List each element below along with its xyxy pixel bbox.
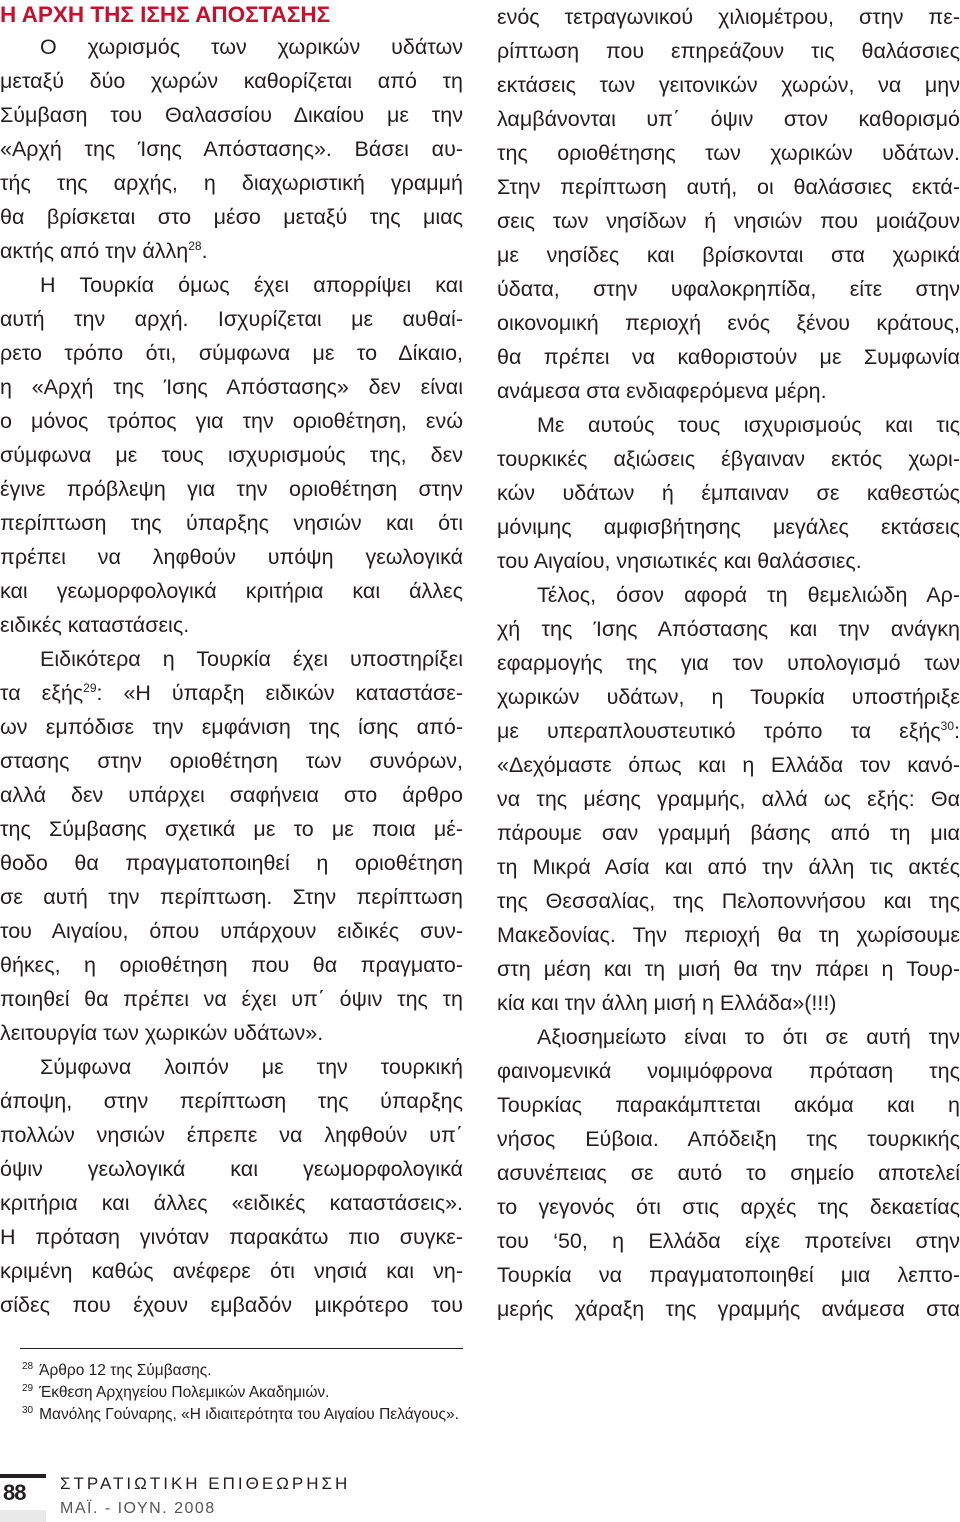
line-text: Τουρκία να πραγματοποιηθεί μια λεπτο- [497, 1263, 960, 1287]
line-text: της Θεσσαλίας, της Πελοποννήσου και της [497, 889, 960, 913]
line-text: ακτής από την άλλη [0, 239, 189, 263]
line-text: του ‘50, η Ελλάδα είχε προτείνει στην [497, 1229, 960, 1253]
line-text: σεις των νησίδων ή νησιών που μοιάζουν [497, 209, 960, 233]
line-text: τη Μικρά Ασία και από την άλλη τις ακτές [497, 855, 960, 879]
text-line [497, 1088, 960, 1122]
line-text: λειτουργία των χωρικών υδάτων». [0, 1021, 324, 1045]
text-line [497, 0, 960, 34]
line-text: να της μέσης γραμμής, αλλά ως εξής: Θα [497, 787, 960, 811]
text-line [0, 438, 463, 472]
line-text: ποιηθεί θα πρέπει να έχει υπ΄ όψιν της τη [0, 987, 463, 1011]
text-line [497, 952, 960, 986]
text-line [0, 948, 463, 982]
text-line [0, 64, 463, 98]
footnote-ref: 28 [188, 239, 202, 253]
line-text: του Αιγαίου, όπου υπάρχουν ειδικές συν- [0, 919, 463, 943]
text-line [0, 234, 463, 268]
text-line [0, 608, 463, 642]
line-text: αυτή την αρχή. Ισχυρίζεται με αυθαί- [0, 307, 463, 331]
text-line [497, 1156, 960, 1190]
line-text: ύδατα, στην υφαλοκρηπίδα, είτε στην [497, 277, 960, 301]
text-line [0, 404, 463, 438]
line-text: λαμβάνονται υπ΄ όψιν στον καθορισμό [497, 107, 960, 131]
text-line [0, 200, 463, 234]
line-text: τής της αρχής, η διαχωριστική γραμμή [0, 171, 463, 195]
line-text: ενός τετραγωνικού χιλιομέτρου, στην πε- [497, 5, 960, 29]
text-line [0, 1050, 463, 1084]
text-line [0, 540, 463, 574]
page-number: 88 [3, 1480, 26, 1505]
footnote-text: Έκθεση Αρχηγείου Πολεμικών Ακαδημιών. [39, 1384, 330, 1401]
text-line [497, 510, 960, 544]
line-text: σύμφωνα με τους ισχυρισμούς της, δεν [0, 443, 463, 467]
line-text: ειδικές καταστάσεις. [0, 613, 190, 637]
page-number-box [0, 1474, 46, 1522]
text-line [0, 778, 463, 812]
line-text: της Σύμβασης σχετικά με το με ποια μέ- [0, 817, 463, 841]
line-text: Σύμβαση του Θαλασσίου Δικαίου με την [0, 103, 463, 127]
text-line [0, 166, 463, 200]
text-line [497, 170, 960, 204]
footnote-ref: 29 [83, 681, 97, 695]
line-text-after: : [954, 719, 960, 743]
line-text: μόνιμης αμφισβήτησης μεγάλες εκτάσεις [497, 515, 960, 539]
magazine-title: ΣΤΡΑΤΙΩΤΙΚΗ ΕΠΙΘΕΩΡΗΣΗ [60, 1474, 351, 1493]
footnote [22, 1404, 722, 1426]
text-line [0, 710, 463, 744]
right-body-text [497, 0, 960, 1326]
footnote-ref: 30 [940, 719, 955, 733]
text-line [497, 68, 960, 102]
footnote [22, 1360, 722, 1382]
footnote-text: Μανόλης Γούναρης, «Η ιδιαιτερότητα του Αιγαίου Πελάγους». [39, 1406, 459, 1423]
left-body-text [0, 30, 463, 1322]
line-text: ο μόνος τρόπος για την οριοθέτηση, ενώ [0, 409, 463, 433]
text-line [497, 442, 960, 476]
line-text: το γεγονός ότι στις αρχές της δεκαετίας [497, 1195, 960, 1219]
text-line [497, 204, 960, 238]
footnote-number: 29 [22, 1383, 34, 1394]
text-line [497, 238, 960, 272]
text-line [497, 476, 960, 510]
section-heading: Η ΑΡΧΗ ΤΗΣ ΙΣΗΣ ΑΠΟΣΤΑΣΗΣ [0, 2, 331, 27]
text-line [0, 1118, 463, 1152]
line-text: ανάμεσα στα ενδιαφερόμενα μέρη. [497, 379, 827, 403]
text-line [0, 880, 463, 914]
text-line [497, 714, 960, 748]
line-text: Η πρόταση γινόταν παρακάτω πιο συγκε- [0, 1225, 463, 1249]
text-line [497, 918, 960, 952]
text-line [497, 136, 960, 170]
magazine-issue: ΜΑΪ. - ΙΟΥΝ. 2008 [60, 1500, 216, 1517]
line-text: άποψη, στην περίπτωση της ύπαρξης [0, 1089, 463, 1113]
text-line [497, 816, 960, 850]
page-footer [0, 1470, 600, 1522]
text-line [0, 1220, 463, 1254]
line-text: Σύμφωνα λοιπόν με την τουρκική [40, 1055, 463, 1079]
line-text: αλλά δεν υπάρχει σαφήνεια στο άρθρο [0, 783, 463, 807]
line-text: έγινε πρόβλεψη για την οριοθέτηση στην [0, 477, 463, 501]
left-column [0, 0, 463, 1322]
line-text: σίδες που έχουν εμβαδόν μικρότερο του [0, 1293, 463, 1317]
line-text: μερής χάραξη της γραμμής ανάμεσα στα [497, 1297, 960, 1321]
line-text: οικονομική περιοχή ενός ξένου κράτους, [497, 311, 960, 335]
text-line [0, 302, 463, 336]
text-line [0, 506, 463, 540]
line-text-after: : «Η ύπαρξη ειδικών καταστάσε- [96, 681, 463, 705]
line-text: νήσος Εύβοια. Απόδειξη της τουρκικής [497, 1127, 960, 1151]
text-line [497, 340, 960, 374]
text-line [497, 544, 960, 578]
line-text: στασης στην οριοθέτηση των συνόρων, [0, 749, 463, 773]
line-text: με νησίδες και βρίσκονται στα χωρικά [497, 243, 960, 267]
line-text: «Αρχή της Ίσης Απόστασης». Βάσει αυ- [0, 137, 463, 161]
line-text: της οριοθέτησης των χωρικών υδάτων. [497, 141, 960, 165]
line-text: πάρουμε σαν γραμμή βάσης από τη μια [497, 821, 960, 845]
line-text: ρετο τρόπο ότι, σύμφωνα με το Δίκαιο, [0, 341, 463, 365]
text-line [497, 1122, 960, 1156]
page-number-shade [0, 1510, 46, 1522]
text-line [497, 272, 960, 306]
text-line [497, 578, 960, 612]
text-line [0, 1016, 463, 1050]
line-text: κριμένη καθώς ανέφερε ότι νησιά και νη- [0, 1259, 463, 1283]
line-text: περίπτωση της ύπαρξης νησιών και ότι [0, 511, 463, 535]
right-column [497, 0, 960, 1326]
text-line [497, 612, 960, 646]
text-line [0, 846, 463, 880]
line-text: Με αυτούς τους ισχυρισμούς και τις [537, 413, 960, 437]
text-line [497, 748, 960, 782]
text-line [0, 982, 463, 1016]
line-text: τα εξής [0, 681, 84, 705]
line-text: κριτήρια και άλλες «ειδικές καταστάσεις». [0, 1191, 463, 1215]
line-text: μεταξύ δύο χωρών καθορίζεται από τη [0, 69, 463, 93]
text-line [0, 1288, 463, 1322]
line-text: και γεωμορφολογικά κριτήρια και άλλες [0, 579, 463, 603]
text-line [0, 642, 463, 676]
footnote-divider [20, 1348, 463, 1349]
text-line [0, 336, 463, 370]
line-text-after: . [201, 239, 208, 263]
text-line [0, 98, 463, 132]
line-text: στη μέση και τη μισή θα την πάρει η Τουρ- [497, 957, 960, 981]
line-text: Αξιοσημείωτο είναι το ότι σε αυτή την [537, 1025, 960, 1049]
line-text: πρέπει να ληφθούν υπόψη γεωλογικά [0, 545, 463, 569]
footnote-number: 30 [22, 1405, 34, 1416]
footnote-text: Άρθρο 12 της Σύμβασης. [39, 1362, 212, 1379]
line-text: χή της Ίσης Απόστασης και την ανάγκη [497, 617, 960, 641]
line-text: Η Τουρκία όμως έχει απορρίψει και [40, 273, 463, 297]
text-line [0, 914, 463, 948]
text-line [497, 646, 960, 680]
text-line [497, 680, 960, 714]
text-line [497, 374, 960, 408]
text-line [497, 1020, 960, 1054]
line-text: θα πρέπει να καθοριστούν με Συμφωνία [497, 345, 960, 369]
text-line [0, 1186, 463, 1220]
line-text: ασυνέπειας σε αυτό το σημείο αποτελεί [497, 1161, 960, 1185]
line-text: με υπεραπλουστευτικό τρόπο τα εξής [497, 719, 941, 743]
text-line [0, 676, 463, 710]
line-text: θήκες, η οριοθέτηση που θα πραγματο- [0, 953, 463, 977]
text-line [497, 34, 960, 68]
text-line [0, 1084, 463, 1118]
text-line [0, 30, 463, 64]
line-text: ων εμπόδισε την εμφάνιση της ίσης από- [0, 715, 463, 739]
footnote-number: 28 [22, 1361, 34, 1372]
text-line [0, 370, 463, 404]
line-text: κών υδάτων ή έμπαιναν σε καθεστώς [497, 481, 960, 505]
line-text: Μακεδονίας. Την περιοχή θα τη χωρίσουμε [497, 923, 960, 947]
line-text: Τέλος, όσον αφορά τη θεμελιώδη Αρ- [537, 583, 960, 607]
line-text: του Αιγαίου, νησιωτικές και θαλάσσιες. [497, 549, 862, 573]
line-text: θοδο θα πραγματοποιηθεί η οριοθέτηση [0, 851, 463, 875]
line-text: εφαρμογής της για τον υπολογισμό των [497, 651, 960, 675]
text-line [0, 132, 463, 166]
text-line [497, 986, 960, 1020]
text-line [0, 574, 463, 608]
line-text: Ειδικότερα η Τουρκία έχει υποστηρίξει [40, 647, 463, 671]
text-line [497, 1224, 960, 1258]
line-text: πολλών νησιών έπρεπε να ληφθούν υπ΄ [0, 1123, 463, 1147]
line-text: σε αυτή την περίπτωση. Στην περίπτωση [0, 885, 463, 909]
line-text: «Δεχόμαστε όπως και η Ελλάδα τον κανό- [497, 753, 960, 777]
footnotes [22, 1360, 722, 1426]
text-line [497, 102, 960, 136]
line-text: η «Αρχή της Ίσης Απόστασης» δεν είναι [0, 375, 463, 399]
text-line [497, 1258, 960, 1292]
text-line [0, 1152, 463, 1186]
text-line [0, 744, 463, 778]
page-number-bar [0, 1474, 46, 1478]
text-line [497, 1054, 960, 1088]
line-text: χωρικών υδάτων, η Τουρκία υποστήριξε [497, 685, 960, 709]
text-line [497, 884, 960, 918]
line-text: εκτάσεις των γειτονικών χωρών, να μην [497, 73, 960, 97]
text-line [0, 812, 463, 846]
line-text: όψιν γεωλογικά και γεωμορφολογικά [0, 1157, 463, 1181]
line-text: Στην περίπτωση αυτή, οι θαλάσσιες εκτά- [497, 175, 960, 199]
text-line [497, 408, 960, 442]
text-line [497, 306, 960, 340]
line-text: κία και την άλλη μισή η Ελλάδα»(!!!) [497, 991, 837, 1015]
line-text: τουρκικές αξιώσεις έβγαιναν εκτός χωρι- [497, 447, 960, 471]
text-line [0, 472, 463, 506]
text-line [0, 1254, 463, 1288]
text-line [0, 268, 463, 302]
line-text: ρίπτωση που επηρεάζουν τις θαλάσσιες [497, 39, 960, 63]
text-line [497, 850, 960, 884]
text-line [497, 782, 960, 816]
line-text: θα βρίσκεται στο μέσο μεταξύ της μιας [0, 205, 463, 229]
text-line [497, 1292, 960, 1326]
line-text: Τουρκίας παρακάμπτεται ακόμα και η [497, 1093, 960, 1117]
line-text: Ο χωρισμός των χωρικών υδάτων [40, 35, 463, 59]
footnote [22, 1382, 722, 1404]
line-text: φαινομενικά νομιμόφρονα πρόταση της [497, 1059, 960, 1083]
text-line [497, 1190, 960, 1224]
